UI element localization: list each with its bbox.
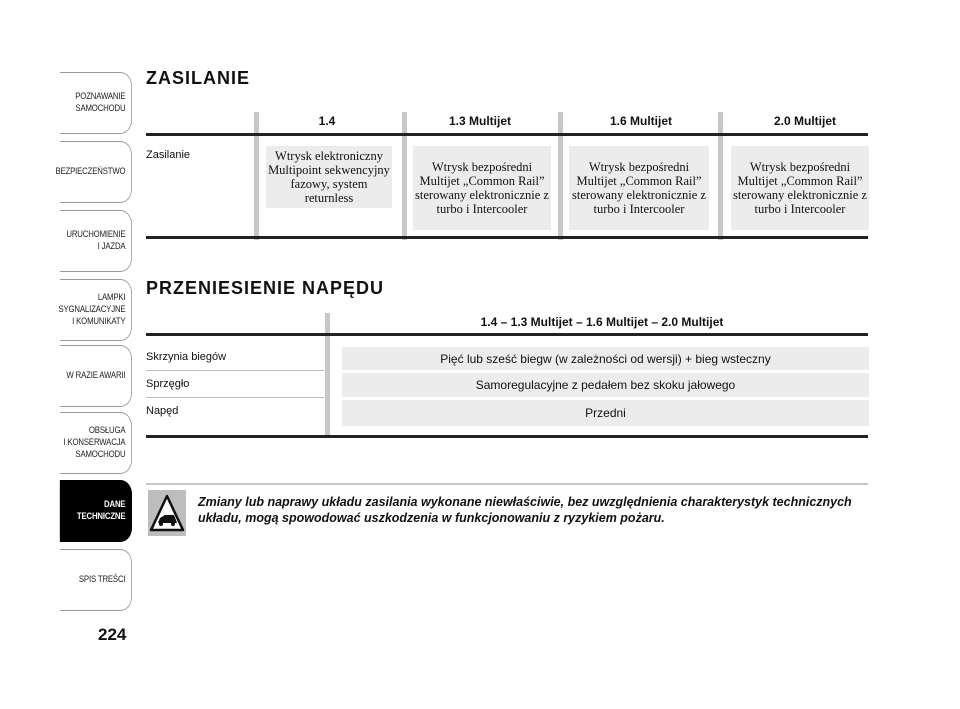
column-header: 1.6 Multijet: [609, 114, 672, 128]
table-cell: Wtrysk bezpośredni Multijet „Common Rail” sterowany elektronicznie z turbo i Intercooler: [413, 146, 551, 230]
section-title-zasilanie: ZASILANIE: [146, 68, 251, 88]
warning-text: Zmiany lub naprawy układu zasilania wykonane niewłaściwie, bez uwzględnienia charakterystyk technicznych układu, mogą spowodować uszkodzenia w funkcjonowaniu z ryzykiem pożaru.: [198, 495, 852, 525]
row-label: Napęd: [146, 405, 179, 417]
row-divider: [146, 397, 324, 398]
table-cell: Wtrysk bezpośredni Multijet „Common Rail” sterowany elektronicznie z turbo i Intercooler: [569, 146, 709, 230]
row-label: Zasilanie: [146, 149, 191, 161]
table-cell: Pięć lub sześć biegw (w zależności od wersji) + bieg wsteczny: [342, 347, 869, 370]
column-divider: [558, 112, 563, 240]
column-header: 2.0 Multijet: [773, 114, 836, 128]
tab-lampki[interactable]: LAMPKI SYGNALIZACYJNE I KOMUNIKATY: [60, 279, 132, 341]
table-cell: Wtrysk elektroniczny Multipoint sekwencyjny fazowy, system returnless: [266, 146, 392, 208]
warning-rule: [146, 483, 868, 485]
column-header: 1.3 Multijet: [448, 114, 511, 128]
warning-car-icon: [148, 490, 186, 536]
row-label: Sprzęgło: [146, 378, 190, 390]
tab-poznawanie[interactable]: POZNAWANIE SAMOCHODU: [60, 72, 132, 134]
column-divider: [402, 112, 407, 240]
table-rule: [146, 435, 868, 438]
table-rule: [146, 236, 868, 239]
tab-obsluga[interactable]: OBSŁUGA I KONSERWACJA SAMOCHODU: [60, 412, 132, 474]
column-header: 1.4 – 1.3 Multijet – 1.6 Multijet – 2.0 Multijet: [480, 315, 724, 329]
row-label: Skrzynia biegów: [146, 351, 227, 363]
column-divider: [718, 112, 723, 240]
tab-spis-tresci[interactable]: SPIS TREŚCI: [60, 549, 132, 611]
page-number: 224: [98, 625, 127, 644]
table-cell: Wtrysk bezpośredni Multijet „Common Rail” sterowany elektronicznie z turbo i Intercooler: [731, 146, 869, 230]
tab-dane-techniczne[interactable]: DANE TECHNICZNE: [60, 480, 132, 542]
table-cell: Samoregulacyjne z pedałem bez skoku jałowego: [342, 373, 869, 397]
column-divider: [254, 112, 259, 240]
section-title-naped: PRZENIESIENIE NAPĘDU: [146, 278, 385, 298]
column-divider: [325, 313, 330, 437]
table-rule: [146, 133, 868, 136]
tab-bezpieczenstwo[interactable]: BEZPIECZEŃSTWO: [60, 141, 132, 203]
column-header: 1.4: [318, 114, 336, 128]
table-cell: Przedni: [342, 400, 869, 426]
row-divider: [146, 370, 324, 371]
tab-w-razie-awarii[interactable]: W RAZIE AWARII: [60, 345, 132, 407]
table-rule: [146, 333, 868, 336]
tab-uruchomienie[interactable]: URUCHOMIENIE I JAZDA: [60, 210, 132, 272]
warning-box: [148, 490, 186, 536]
